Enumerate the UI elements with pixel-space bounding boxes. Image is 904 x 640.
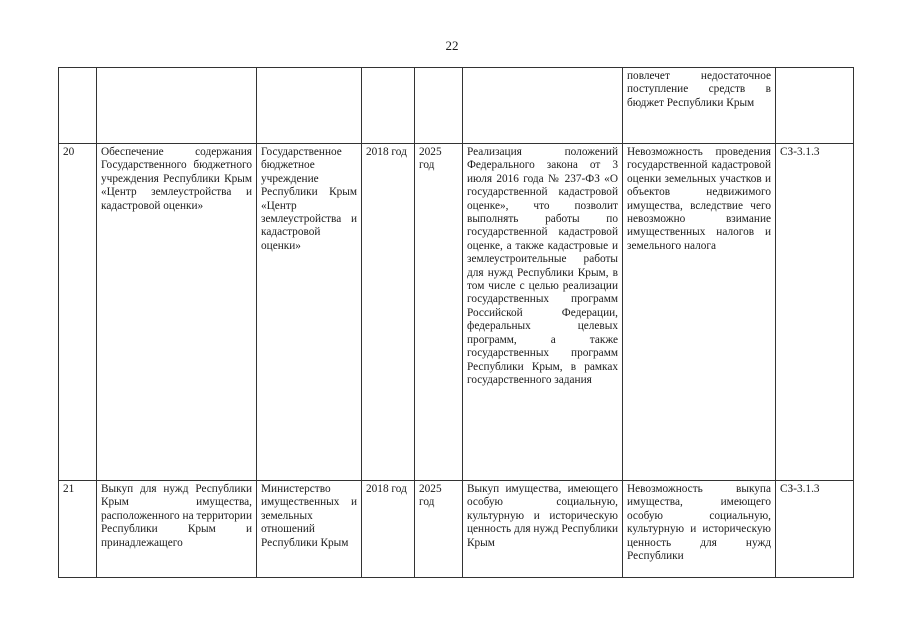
cell-number [59, 68, 97, 144]
cell-start-year [362, 68, 415, 144]
table-row [59, 68, 854, 144]
cell-measure: Обеспечение содержания Государственного бюджетного учреждения Республики Крым «Центр землеустройства и кадастровой оценки» [97, 144, 257, 481]
cell-start-year: 2018 год [362, 144, 415, 481]
cell-expected-result: Выкуп имущества, имеющего особую социальную, культурную и историческую ценность для нужд Республики Крым [463, 481, 623, 578]
cell-expected-result: Реализация положений Федерального закона от 3 июля 2016 года № 237-ФЗ «О государственной кадастровой оценке», что позволит выполнять работы по государственной кадастровой оценке, а также кадастровые и землеустроительные работы для нужд Республики Крым, в том числе с целью реализации государственных программ Российской Федерации, федеральных целевых программ, а также государственных программ Республики Крым, в рамках государственного задания [463, 144, 623, 481]
program-measures-table [58, 67, 854, 578]
cell-consequence: Невозможность проведения государственной кадастровой оценки земельных участков и объектов недвижимого имущества, вследствие чего невозможно взимание имущественных налогов и земельного налога [623, 144, 776, 481]
cell-measure: Выкуп для нужд Республики Крым имущества, расположенного на территории Республики Крым и принадлежащего [97, 481, 257, 578]
cell-expected-result [463, 68, 623, 144]
cell-link: СЗ-3.1.3 [776, 144, 854, 481]
cell-consequence: Невозможность выкупа имущества, имеющего особую социальную, культурную и историческую ценность для нужд Республики [623, 481, 776, 578]
cell-link [776, 68, 854, 144]
table-row [59, 481, 854, 578]
cell-end-year: 2025 год [415, 481, 463, 578]
cell-executor: Министерство имущественных и земельных отношений Республики Крым [257, 481, 362, 578]
cell-number: 20 [59, 144, 97, 481]
cell-consequence: повлечет недостаточное поступление средств в бюджет Республики Крым [623, 68, 776, 144]
cell-executor: Государственное бюджетное учреждение Республики Крым «Центр землеустройства и кадастровой оценки» [257, 144, 362, 481]
cell-measure [97, 68, 257, 144]
table-row [59, 144, 854, 481]
cell-link: СЗ-3.1.3 [776, 481, 854, 578]
cell-executor [257, 68, 362, 144]
cell-start-year: 2018 год [362, 481, 415, 578]
cell-number: 21 [59, 481, 97, 578]
cell-end-year [415, 68, 463, 144]
cell-end-year: 2025 год [415, 144, 463, 481]
page-number: 22 [445, 38, 459, 53]
